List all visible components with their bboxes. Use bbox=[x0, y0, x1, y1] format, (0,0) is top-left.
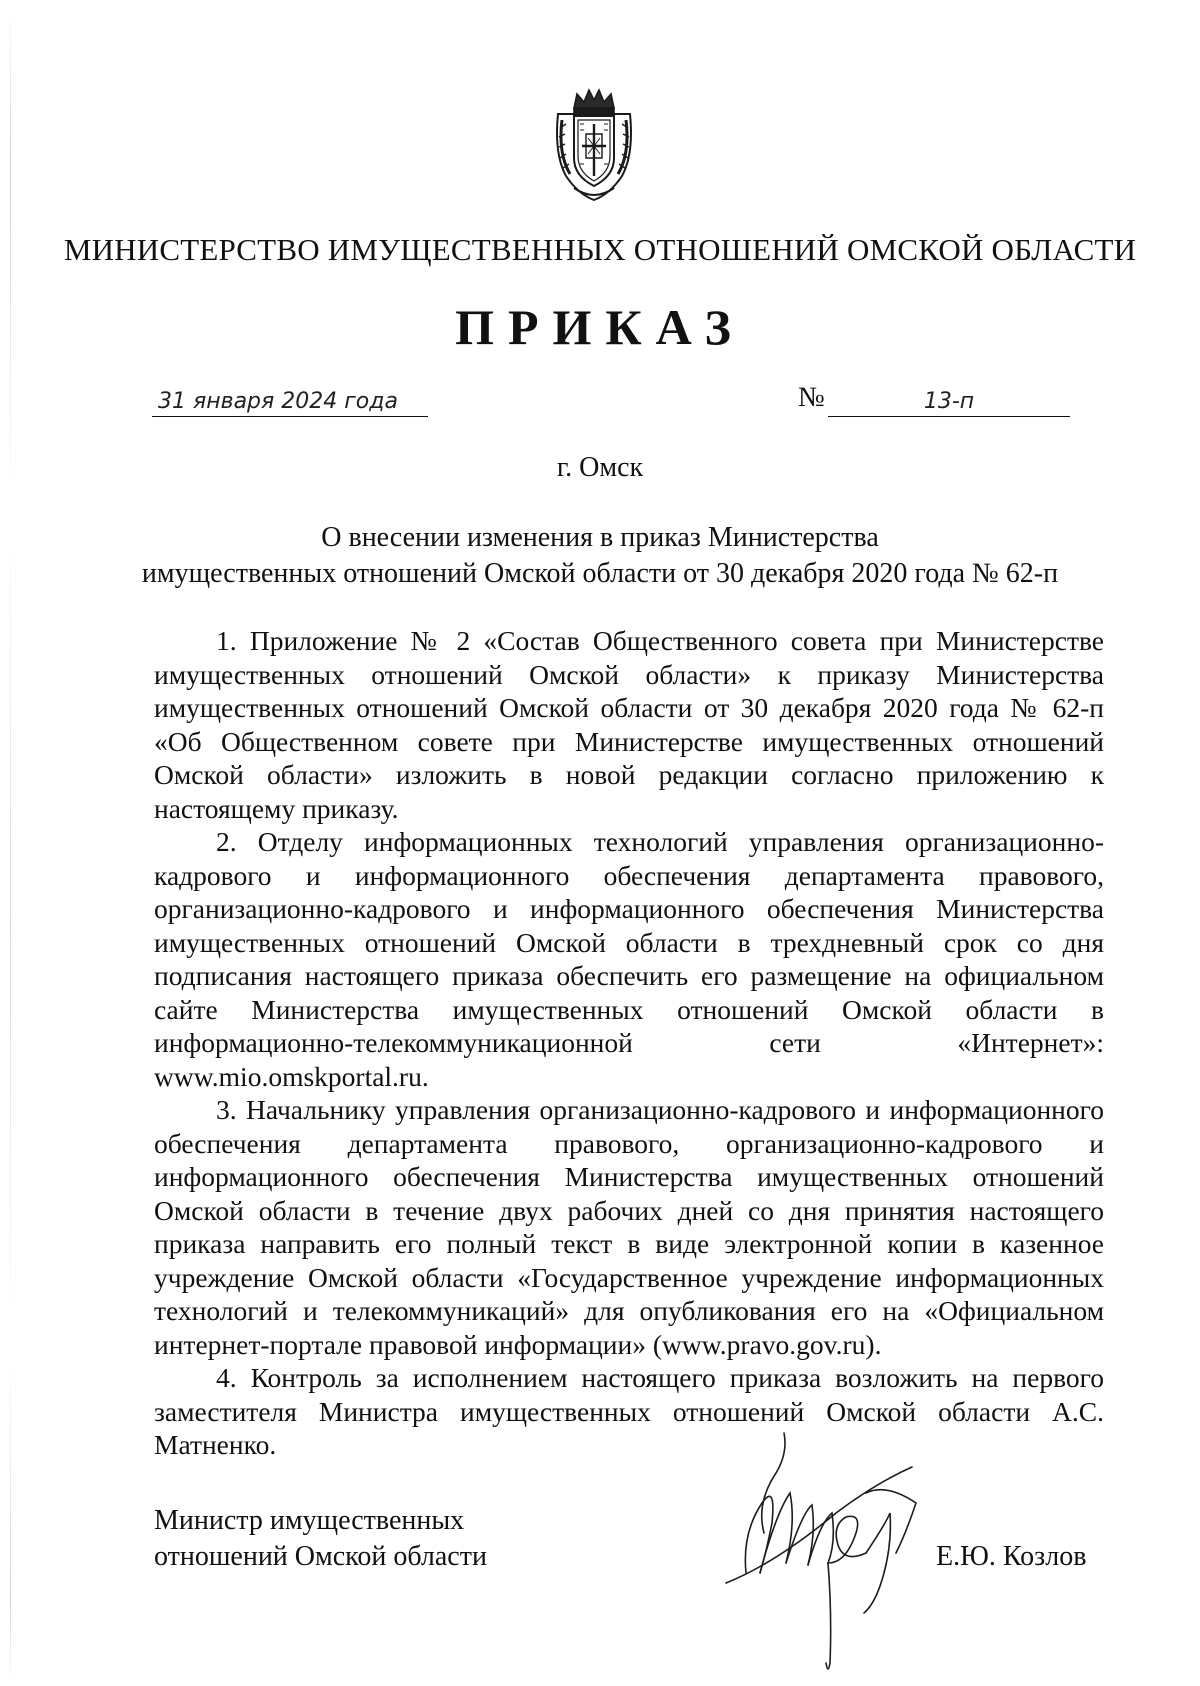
subject-line-2: имущественных отношений Омской области от 30 декабря 2020 года № 62-п bbox=[141, 558, 1059, 589]
order-paragraph-3: 3. Начальнику управления организационно-кадрового и информационного обеспечения департамента правового, организационно-кадрового и информационного обеспечения Министерства имущественных отношений Омской области в течение двух рабочих дней со дня принятия настоящего приказа направить его полный текст в виде электронной копии в казенное учреждение Омской области «Государственное учреждение информационных технологий и телекоммуникаций» для опубликования его на «Официальном интернет-портале правовой информации» (www.pravo.gov.ru). bbox=[154, 1094, 1104, 1360]
signer-title bbox=[154, 1503, 487, 1575]
order-subject bbox=[0, 520, 1200, 592]
city: г. Омск bbox=[556, 452, 644, 483]
document-type-title: ПРИКАЗ bbox=[455, 299, 745, 355]
order-body bbox=[154, 624, 1104, 1462]
document-date: 31 января 2024 года bbox=[152, 388, 428, 417]
subject-line-1: О внесении изменения в приказ Министерства bbox=[321, 522, 879, 553]
coat-of-arms-icon bbox=[544, 84, 644, 204]
signer-name: Е.Ю. Козлов bbox=[936, 1541, 1087, 1572]
order-paragraph-4: 4. Контроль за исполнением настоящего приказа возложить на первого заместителя Министра имущественных отношений Омской области А.С. Матненко. bbox=[154, 1362, 1104, 1460]
signer-title-line-1: Министр имущественных bbox=[154, 1505, 465, 1536]
signer-title-line-2: отношений Омской области bbox=[154, 1541, 487, 1572]
number-label: № bbox=[798, 382, 825, 413]
ministry-name: МИНИСТЕРСТВО ИМУЩЕСТВЕННЫХ ОТНОШЕНИЙ ОМСКОЙ ОБЛАСТИ bbox=[63, 232, 1137, 267]
document-number-field bbox=[798, 382, 1070, 416]
handwritten-signature-icon bbox=[716, 1413, 946, 1683]
order-paragraph-2: 2. Отделу информационных технологий управления организационно-кадрового и информационного обеспечения департамента правового, организационно-кадрового и информационного обеспечения Министерства имущественных отношений Омской области в трехдневный срок со дня подписания настоящего приказа обеспечить его размещение на официальном сайте Министерства имущественных отношений Омской области в информационно-телекоммуникационной сети «Интернет»: www.mio.omskportal.ru. bbox=[154, 826, 1104, 1092]
document-number: 13-п bbox=[828, 388, 1070, 417]
order-paragraph-1: 1. Приложение № 2 «Состав Общественного совета при Министерстве имущественных отношений Омской области» к приказу Министерства имущественных отношений Омской области от 30 декабря 2020 года № 62-п «Об Общественном совете при Министерстве имущественных отношений Омской области» изложить в новой редакции согласно приложению к настоящему приказу. bbox=[154, 625, 1104, 824]
